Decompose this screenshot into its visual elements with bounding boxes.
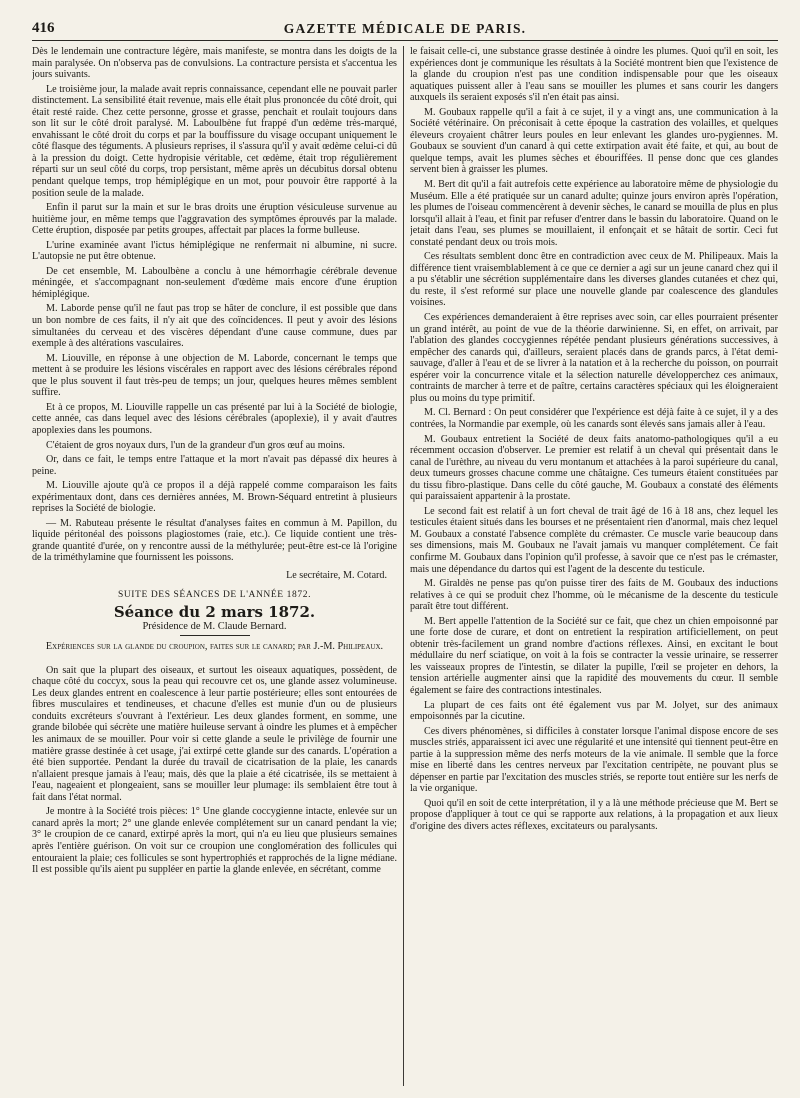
- paragraph: Enfin il parut sur la main et sur le bras droits une éruption vésiculeuse survenue au huitième jour, en même temps que l'aggravation des symptômes éprouvés par la malade. Cette éruption, disposée par petits groupes, affectait par places la forme bulleuse.: [32, 202, 397, 237]
- paragraph: M. Cl. Bernard : On peut considérer que l'expérience est déjà faite à ce sujet, il y a des contrées, la Normandie par exemple, où les canards sont élevés sans jamais aller à l'eau.: [410, 407, 778, 430]
- paragraph: — M. Rabuteau présente le résultat d'analyses faites en commun à M. Papillon, du liquide péritonéal des poissons plagiostomes (raie, etc.). Ce liquide contient une très-grande quantité d'urée, on y rencontre aussi de la méthylurée; peut-être est-ce là l'origine de la triméthylamine que fournissent les poissons.: [32, 517, 397, 564]
- paragraph: Quoi qu'il en soit de cette interprétation, il y a là une méthode précieuse que M. Bert se propose d'appliquer à tout ce qui se rapporte aux relations, à la propagation et aux lieux d'origine des divers actes réflexes, excitateurs ou paralysants.: [410, 797, 778, 832]
- paragraph: Dès le lendemain une contracture légère, mais manifeste, se montra dans les doigts de la main paralysée. On n'observa pas de convulsions. La contracture persista et s'accentua les jours suivants.: [32, 46, 397, 81]
- paragraph: La plupart de ces faits ont été également vus par M. Jolyet, sur des animaux empoisonnés par la cicutine.: [410, 699, 778, 723]
- paragraph: M. Goubaux rappelle qu'il a fait à ce sujet, il y a vingt ans, une communication à la Société vétérinaire. On préconisait à cette époque la castration des volailles, et quelques éleveurs croyaient châtrer leurs poules en leur enlevant les glandes uro-pygiennes. M. Goubaux se souvient d'un canard à qui cette extirpation avait été faite, et qui, au bout de quelque temps, avait les plumes sèches et ébouriffées. Il pense donc que ces glandes servent bien à graisser les plumes.: [410, 106, 778, 176]
- paper-title: Expériences sur la glande du croupion, faites sur le canard; par J.-M. Philipeaux.: [45, 641, 384, 653]
- paragraph: C'étaient de gros noyaux durs, l'un de la grandeur d'un gros œuf au moins.: [46, 439, 345, 451]
- page-header: [32, 18, 778, 41]
- session-title: Séance du 2 mars 1872.: [113, 603, 316, 622]
- paragraph: Le troisième jour, la malade avait repris connaissance, cependant elle ne pouvait parler distinctement. La sensibilité était revenue, mais elle était plus prononcée du côté droit, qui était resté raide. Chez cette personne, grosse et grasse, penchait et roulait toujours dans son lit sur le côté droit paralysé. M. Laboulbène fut frappé d'un œdème très-marqué, envahissant le côté droit du corps et par la bouffissure du visage occupant uniquement le côté flasque des téguments. A plusieurs reprises, il s'assura qu'il y avait œdème celui-ci dû à la pression du doigt. Cette hydropisie véritable, cet œdème, était trop régulièrement réparti sur un seul côté du corps, trop persistant, même après un décubitus dorsal obtenu pendant quelque temps, trop hémiplégique en un mot, pour pouvoir être rapporté à la position seule de la malade.: [32, 83, 397, 199]
- paragraph: Ces divers phénomènes, si difficiles à constater lorsque l'animal dispose encore de ses muscles striés, apparaissent ici avec une régularité et une intensité qui tiennent peut-être en partie à la suppression même des nerfs moteurs de la vie animale. Il semble que la force mise en liberté dans les centres nerveux par l'excitation centripète, ne pouvant plus se dépenser en partie par l'excitation des muscles striés, se reporte tout entière sur les nerfs de la vie organique.: [410, 725, 778, 795]
- page-number: 416: [32, 20, 55, 36]
- column-divider: [403, 46, 404, 1086]
- paragraph: Ces expériences demanderaient à être reprises avec soin, car elles pourraient présenter un grand intérêt, au point de vue de la théorie darwinienne. Si, en effet, on arrivait, par l'ablation des glandes coccygiennes répétée pendant plusieurs générations successives, à empêcher des canards qui, d'ailleurs, seraient placés dans de grands parcs, à l'état demi-sauvage, d'aller à l'eau et de se livrer à la natation et à la recherche du poisson, on pourrait espérer voir la concurrence vitale et la sélection naturelle développerchez ces animaux, contraints de marcher à terre et de paître, certains caractères spéciaux qui les éloigneraient plus ou moins du type primitif.: [410, 312, 778, 404]
- paragraph: Ces résultats semblent donc être en contradiction avec ceux de M. Philipeaux. Mais la différence tient vraisemblablement à ce que ce dernier a agi sur un jeune canard chez qui il a pu s'établir une sécrétion supplémentaire dans les diverses glandes cutanées et chez qui, du reste, il s'est reformé sur place une nouvelle glande par coalescence des glandules voisines.: [410, 251, 778, 309]
- paragraph: Le second fait est relatif à un fort cheval de trait âgé de 16 à 18 ans, chez lequel les testicules étaient situés dans les bourses et ne présentaient rien d'anormal, mais chez lequel M. Goubaux a constaté l'absence complète du crémaster. Ce muscle varie beaucoup dans ses dimensions, mais M. Goubaux ne l'avait jamais vu manquer complétement. Ce fait confirme M. Goubaux dans l'opinion qu'il professe, à savoir que ce n'est pas le crémaster, mais une dépendance du dartos qui est l'agent de la descente du testicule.: [410, 505, 778, 575]
- paragraph: De cet ensemble, M. Laboulbène a conclu à une hémorrhagie cérébrale devenue méningée, et s'accompagnant non-seulement d'œdème mais encore d'une éruption hémiplégique.: [32, 265, 397, 300]
- paragraph: Et à ce propos, M. Liouville rappelle un cas présenté par lui à la Société de biologie, cette année, cas dans lequel avec des lésions cérébrales (apoplexie), il y avait d'autres apoplexies dans les poumons.: [32, 401, 397, 436]
- paragraph: On sait que la plupart des oiseaux, et surtout les oiseaux aquatiques, possèdent, de chaque côté du coccyx, sous la peau qui recouvre cet os, une glande assez volumineuse. Les deux glandes entrent en coalescence à leur partie postérieure; elles sont entourées de fibres musculaires et tendineuses, et chacune d'elles est munie d'un ou de plusieurs conduits excréteurs s'ouvrant à l'extérieur. Les deux glandes forment, en somme, une grande bilobée qui sécrète une matière huileuse servant à oindre les plumes et à empêcher les animaux de se mouiller. Pour voir si cette glande a seule le privilège de fournir une matière grasse destinée à cet usage, j'ai extirpé cette glande sur des canards. L'opération a été bien supportée. Pendant la durée du travail de cicatrisation de la plaie, les canards n'allaient presque jamais à l'eau; mais, dès que la plaie a été cicatrisée, ils se mettaient à l'eau, nageaient et plongeaient, sans se mouiller leur plumage: ils semblaient être tout à fait dans l'état normal.: [32, 664, 397, 803]
- paragraph: M. Giraldès ne pense pas qu'on puisse tirer des faits de M. Goubaux des inductions relatives à ce qui se produit chez l'homme, où le mécanisme de la descente du testicule paraît être tout différent.: [410, 578, 778, 613]
- divider: [180, 635, 250, 636]
- paragraph: M. Goubaux entretient la Société de deux faits anatomo-pathologiques qu'il a eu récemment occasion d'observer. Le premier est relatif à un cheval qui présentait dans le canal de l'urèthre, au niveau du veru montanum et attachées à la paroi supérieure du canal, deux tumeurs grosses chacune comme une châtaigne. Ces tumeurs étaient constituées par du tissu fibro-plastique. Dans celle du côté gauche, M. Goubaux a constaté des éléments qui paraissaient appartenir à la prostate.: [410, 433, 778, 503]
- paragraph: M. Laborde pense qu'il ne faut pas trop se hâter de conclure, il est possible que dans un bon nombre de ces faits, il n'y ait que des coïncidences. Il peut y avoir des lésions simultanées du cerveau et des viscères dépendant d'une cause commune, dues par exemple à des altérations vasculaires.: [32, 303, 397, 350]
- paragraph: M. Liouville ajoute qu'à ce propos il a déjà rappelé comme comparaison les faits expérimentaux dont, dans ces dernières années, M. Brown-Séquard entretint à plusieurs reprises la Société de biologie.: [32, 480, 397, 515]
- paragraph: M. Bert dit qu'il a fait autrefois cette expérience au laboratoire même de physiologie du Muséum. Elle a été pratiquée sur un canard adulte; quinze jours environ après l'opération, les plumes de l'oiseau commencèrent à devenir sèches, le canard se mouilla de plus en plus lorsqu'il allait à l'eau, et finit par refuser d'entrer dans le bassin du laboratoire. Quand on le jetait dans l'eau, ses plumes se mouillaient, il enfonçait et se hâtait de sortir. Ceci fut constaté pendant deux ou trois mois.: [410, 179, 778, 248]
- left-column: [32, 46, 397, 1090]
- journal-title: GAZETTE MÉDICALE DE PARIS.: [283, 21, 527, 36]
- paragraph: Or, dans ce fait, le temps entre l'attaque et la mort n'avait pas dépassé dix heures à peine.: [32, 454, 397, 477]
- paragraph: M. Liouville, en réponse à une objection de M. Laborde, concernant le temps que mettent à se produire les lésions viscérales en rapport avec des lésions cérébrales répond que le plus souvent il faut très-peu de temps; un jour, quelques heures mêmes semblent suffire.: [32, 352, 397, 399]
- paragraph: Je montre à la Société trois pièces: 1° Une glande coccygienne intacte, enlevée sur un canard après la mort; 2° une glande enlevée complétement sur un canard pendant la vie; 3° le croupion de ce canard, extirpé après la mort, qui n'a eu lieu que plusieurs semaines après l'entière guérison. On voit sur ce croupion une conglomération des follicules qui entouraient la plaie; ces follicules se sont hypertrophiés et rapprochés de la ligne médiane. Il est possible qu'ils aient pu suppléer en partie la glande enlevée, en sécrétant, comme: [32, 806, 397, 876]
- paragraph: M. Bert appelle l'attention de la Société sur ce fait, que chez un chien empoisonné par une forte dose de curare, et dont on entretient la respiration artificiellement, on peut obtenir très-facilement un grand nombre d'actions réflexes. Ainsi, en excitant le bout médullaire du nerf sciatique, on voit à la fois se contracter la vessie urinaire, se resserrer les vaisseaux propres de l'intestin, se dilater la pupille, l'œil se projeter en dehors, la tension artérielle augmenter ainsi que la rapidité des mouvements du cœur. Il semble également se faire des contractions intestinales.: [410, 615, 778, 696]
- right-column: [410, 46, 778, 1090]
- session-chair: Présidence de M. Claude Bernard.: [142, 620, 287, 632]
- paragraph: le faisait celle-ci, une substance grasse destinée à oindre les plumes. Quoi qu'il en soit, les expériences dont je communique les résultats à la Société montrent bien que l'existence de la glande du croupion n'est pas une condition indispensable pour que les oiseaux aquatiques puissent aller à l'eau sans se mouiller les plumes et sans courir les dangers auxquels ils seraient exposés s'il n'en était pas ainsi.: [410, 46, 778, 104]
- secretary-signature: Le secrétaire, M. Cotard.: [286, 569, 387, 581]
- section-subhead: SUITE DES SÉANCES DE L'ANNÉE 1872.: [117, 589, 312, 600]
- paragraph: L'urine examinée avant l'ictus hémiplégique ne renfermait ni albumine, ni sucre. L'autopsie ne put être obtenue.: [32, 239, 397, 263]
